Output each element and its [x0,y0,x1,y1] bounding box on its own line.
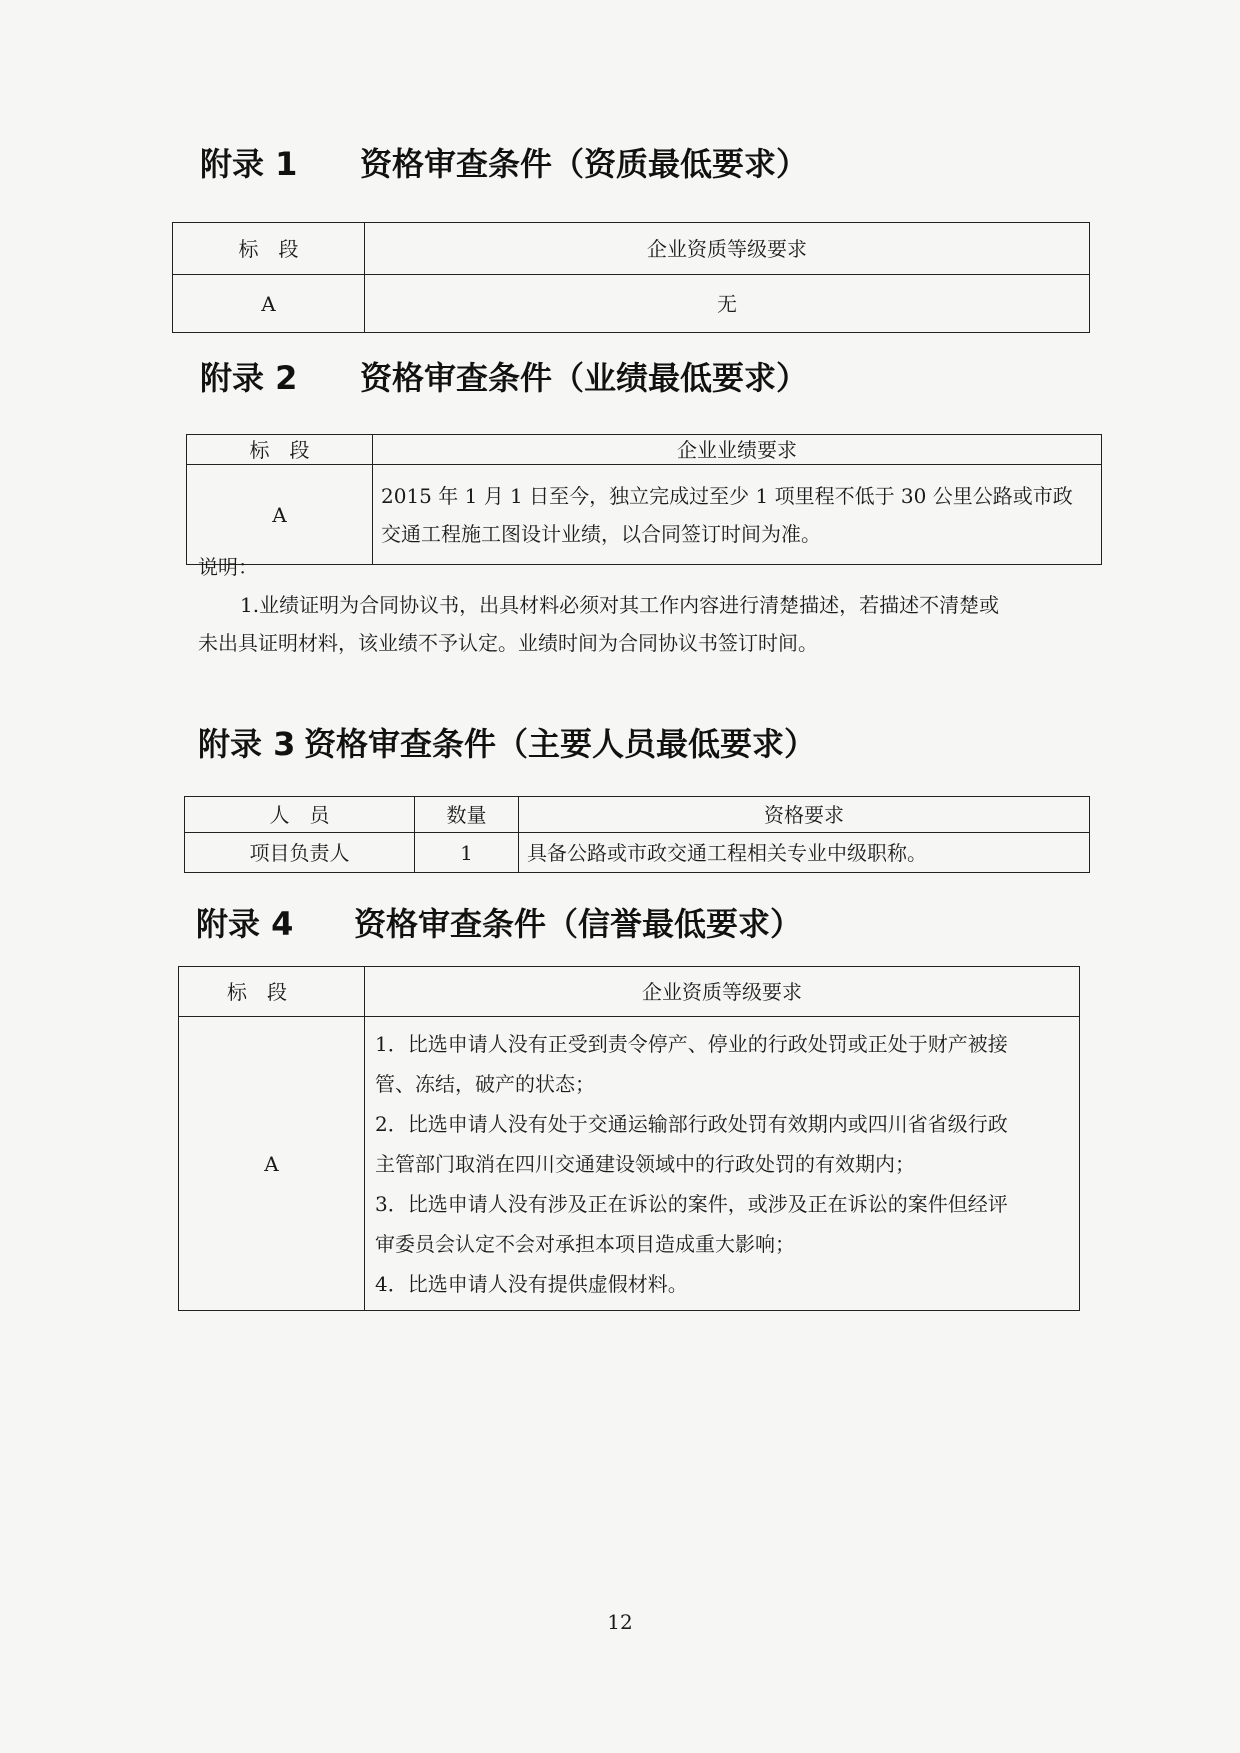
table-header-row [187,435,1102,465]
table-row [185,833,1090,873]
criteria-line-5: 3．比选申请人没有涉及正在诉讼的案件，或涉及正在诉讼的案件但经评 [375,1191,1008,1216]
appendix-2-table [186,434,1102,565]
appendix-4-table [178,966,1080,1311]
table-header-row [173,223,1090,275]
table-header-row [179,967,1080,1017]
appendix-4-heading [196,904,802,944]
criteria-line-7: 4．比选申请人没有提供虚假材料。 [375,1271,688,1296]
criteria-line-6: 审委员会认定不会对承担本项目造成重大影响； [375,1231,795,1256]
appendix-3-table [184,796,1090,873]
header-quantity: 数量 [415,797,519,833]
appendix-3-title: 资格审查条件（主要人员最低要求） [304,725,817,763]
header-credit: 企业资质等级要求 [365,967,1080,1017]
appendix-1-label: 附录 1 [200,145,298,183]
table-header-row [185,797,1090,833]
header-qualification: 资格要求 [519,797,1090,833]
table-row [179,1017,1080,1311]
appendix-3-heading [198,724,816,764]
header-section: 标 段 [187,435,373,465]
header-performance: 企业业绩要求 [373,435,1102,465]
cell-requirement: 无 [365,275,1090,333]
appendix-2-heading [200,358,808,398]
header-personnel: 人 员 [185,797,415,833]
appendix-1-heading [200,144,808,184]
appendix-4-title: 资格审查条件（信誉最低要求） [354,905,803,943]
cell-qualification: 具备公路或市政交通工程相关专业中级职称。 [519,833,1090,873]
appendix-2-label: 附录 2 [200,359,298,397]
appendix-2-note [198,548,1098,662]
cell-section: A [187,465,373,565]
note-line-1: 1.业绩证明为合同协议书，出具材料必须对其工作内容进行清楚描述，若描述不清楚或 [240,593,1000,617]
header-requirement: 企业资质等级要求 [365,223,1090,275]
appendix-2-title: 资格审查条件（业绩最低要求） [360,359,809,397]
appendix-4-label: 附录 4 [196,905,294,943]
appendix-1-title: 资格审查条件（资质最低要求） [360,145,809,183]
header-section: 标 段 [179,967,365,1017]
performance-line-1: 2015 年 1 月 1 日至今，独立完成过至少 1 项里程不低于 30 公里公路或市政 [381,483,1073,508]
header-section: 标 段 [173,223,365,275]
cell-section: A [179,1017,365,1311]
cell-personnel: 项目负责人 [185,833,415,873]
cell-quantity: 1 [415,833,519,873]
page-number: 12 [607,1610,633,1634]
table-row [173,275,1090,333]
criteria-line-3: 2．比选申请人没有处于交通运输部行政处罚有效期内或四川省省级行政 [375,1111,1008,1136]
criteria-line-1: 1．比选申请人没有正受到责令停产、停业的行政处罚或正处于财产被接 [375,1031,1008,1056]
criteria-line-2: 管、冻结，破产的状态； [375,1071,595,1096]
note-line-2: 未出具证明材料，该业绩不予认定。业绩时间为合同协议书签订时间。 [198,631,818,655]
cell-section: A [173,275,365,333]
appendix-1-table [172,222,1090,333]
note-label: 说明： [198,555,258,579]
appendix-3-label: 附录 3 [198,725,296,763]
performance-line-2: 交通工程施工图设计业绩，以合同签订时间为准。 [381,521,821,546]
criteria-line-4: 主管部门取消在四川交通建设领域中的行政处罚的有效期内； [375,1151,915,1176]
cell-credit-criteria [365,1017,1080,1311]
